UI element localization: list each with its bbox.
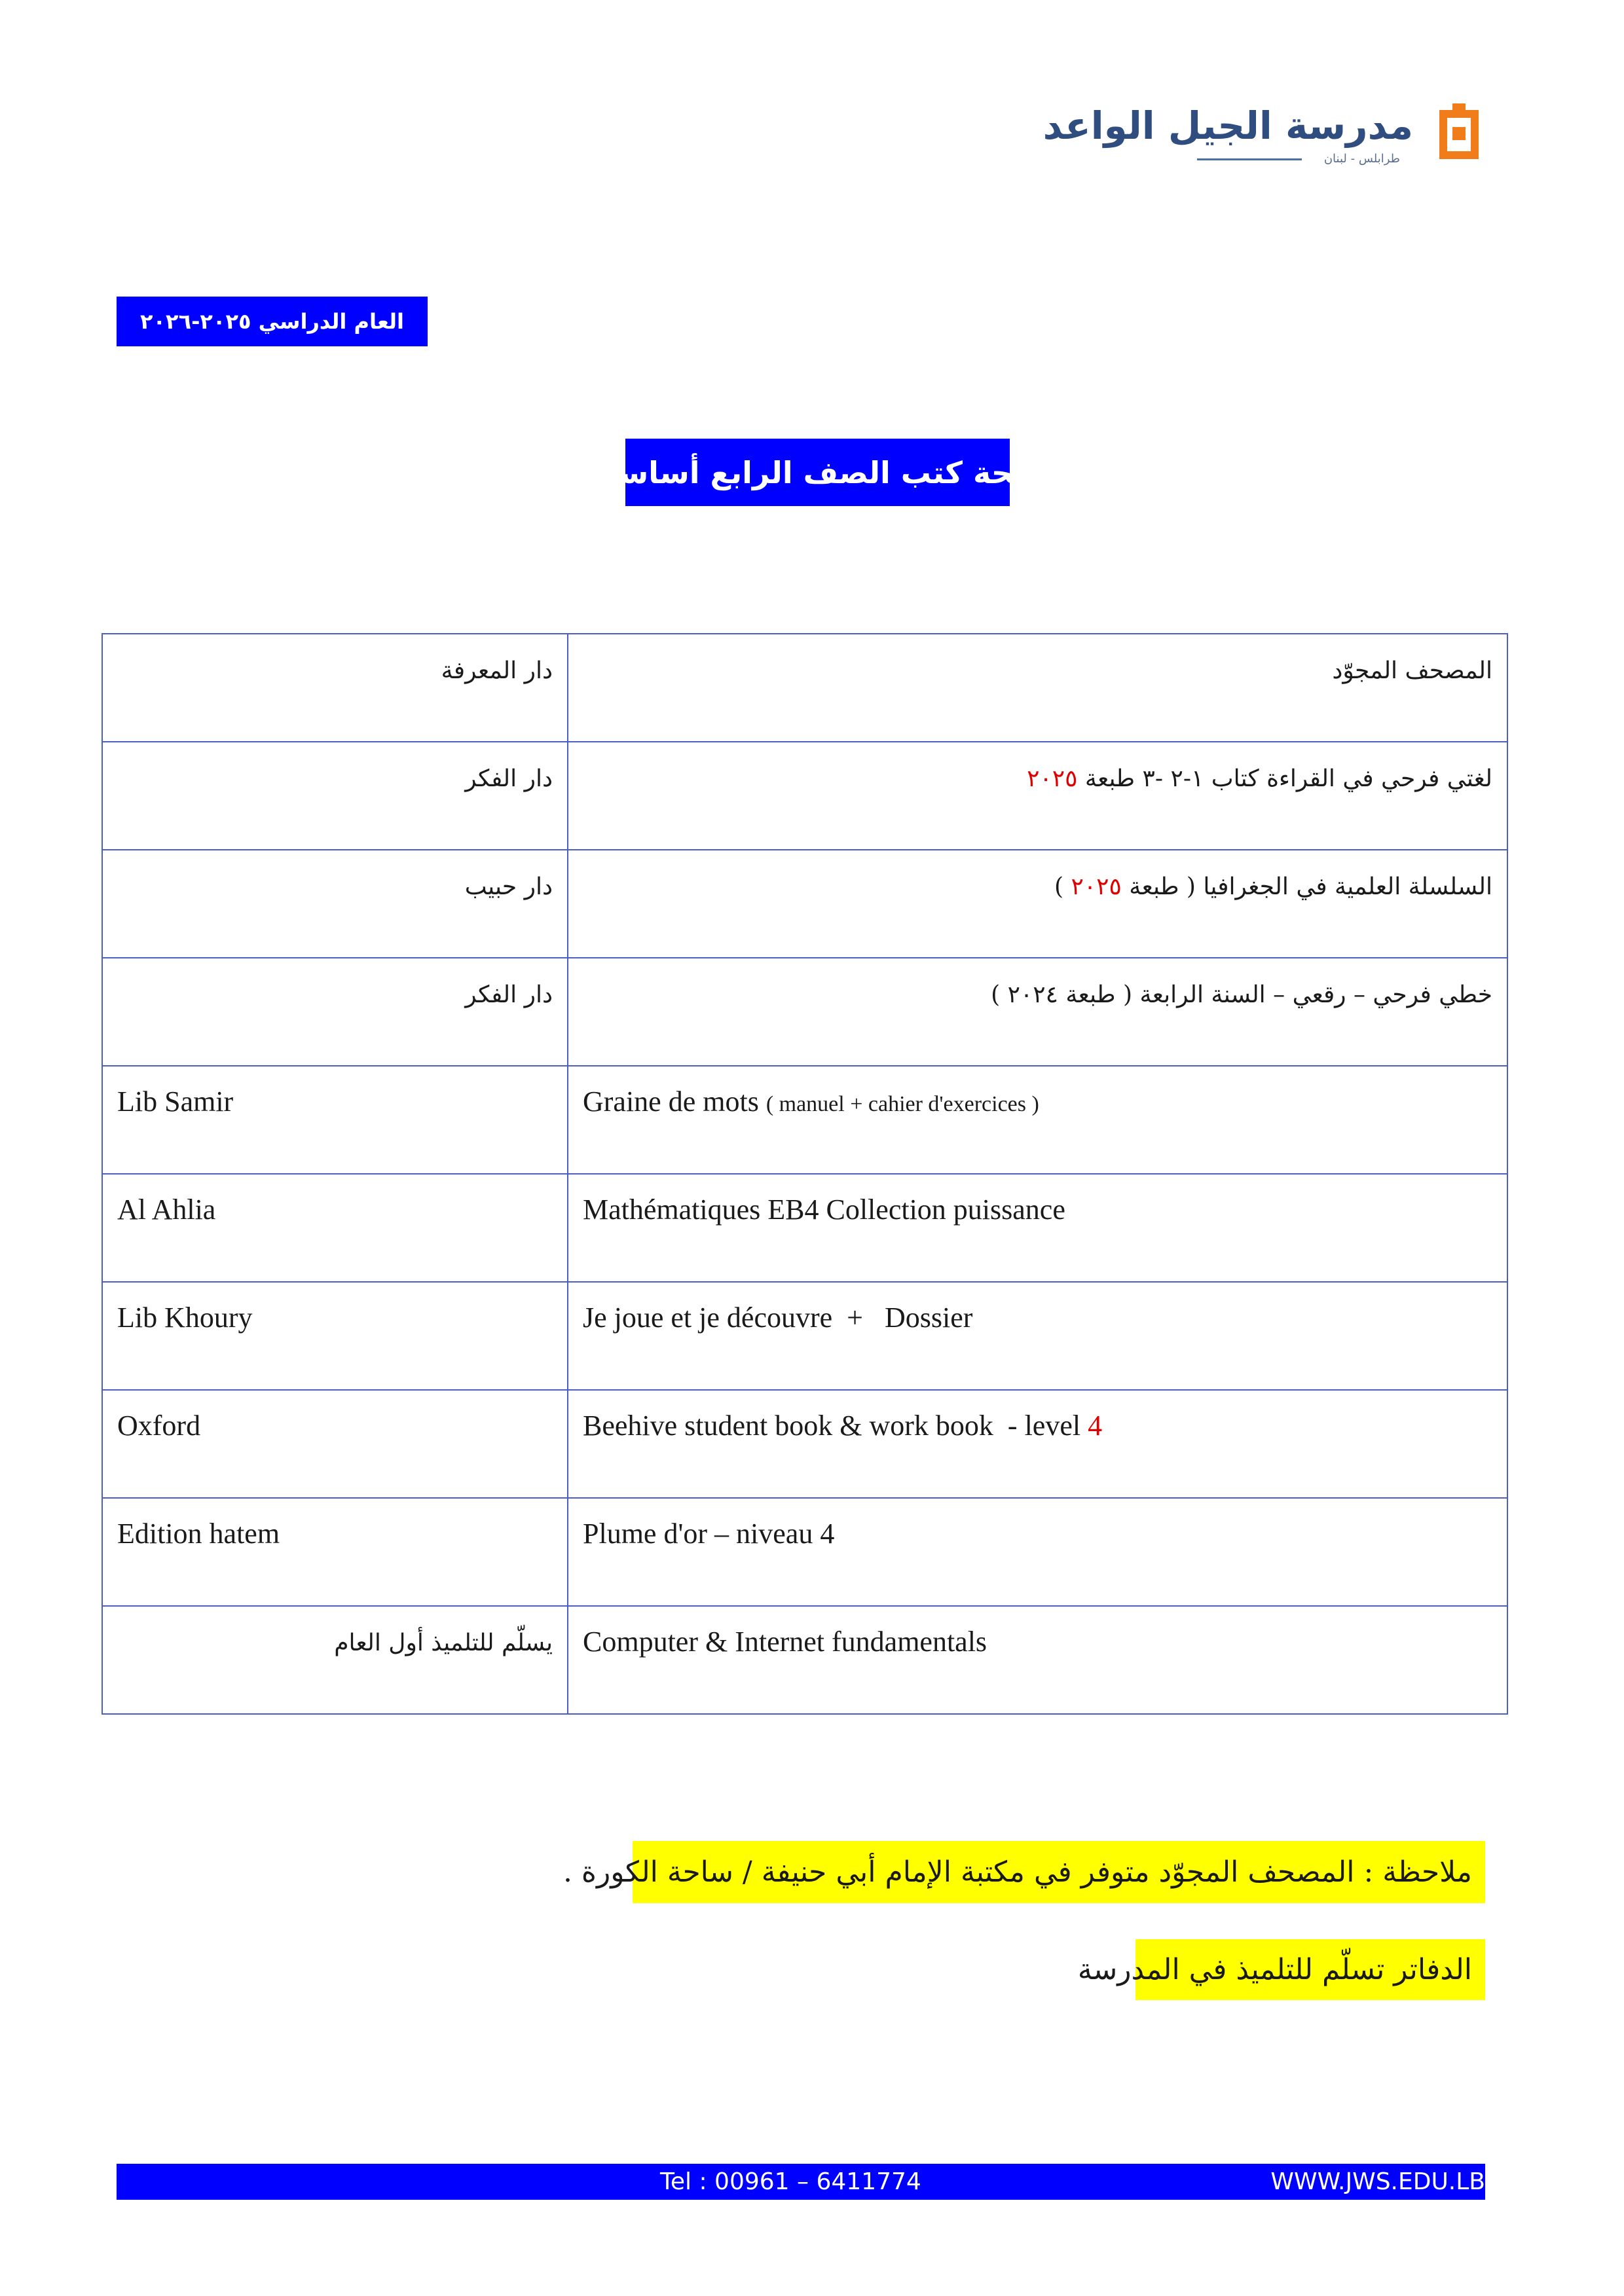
table-row — [102, 742, 1507, 850]
note-notebooks: الدفاتر تسلّم للتلميذ في المدرسة — [1135, 1939, 1485, 2000]
book-title-text: السلسلة العلمية في الجغرافيا ( طبعة — [1121, 873, 1492, 900]
table-row — [102, 850, 1507, 958]
book-title-cell — [568, 1390, 1507, 1498]
book-title-cell — [568, 742, 1507, 850]
edition-year: ٢٠٢٥ — [1071, 873, 1122, 900]
footer-phone: Tel : 00961 – 6411774 — [660, 2168, 921, 2195]
edition-year: ٢٠٢٥ — [1027, 765, 1078, 792]
table-row — [102, 1174, 1507, 1282]
publisher-cell: Edition hatem — [102, 1498, 568, 1606]
publisher-cell: دار المعرفة — [102, 634, 568, 742]
table-row — [102, 958, 1507, 1066]
table-row — [102, 1606, 1507, 1714]
footer-website-link[interactable]: WWW.JWS.EDU.LB — [1270, 2168, 1485, 2195]
academic-year-label: العام الدراسي ٢٠٢٥-٢٠٢٦ — [117, 297, 428, 346]
book-list-table — [101, 633, 1508, 1715]
school-name: مدرسة الجيل الواعد — [1043, 103, 1413, 148]
page-title: لائحة كتب الصف الرابع أساسي — [625, 439, 1010, 506]
footer-bar — [117, 2164, 1485, 2200]
book-title-text: لغتي فرحي في القراءة كتاب ١-٢ -٣ طبعة — [1084, 765, 1492, 792]
book-title-cell — [568, 1066, 1507, 1174]
note-quran-availability: ملاحظة : المصحف المجوّد متوفر في مكتبة الإمام أبي حنيفة / ساحة الكورة . — [633, 1841, 1485, 1903]
table-row — [102, 1282, 1507, 1390]
school-location: طرابلس - لبنان — [1323, 152, 1400, 166]
publisher-cell: Lib Samir — [102, 1066, 568, 1174]
publisher-cell: Oxford — [102, 1390, 568, 1498]
publisher-cell: دار حبيب — [102, 850, 568, 958]
book-title-end: ) — [1054, 873, 1071, 900]
publisher-cell: دار الفكر — [102, 742, 568, 850]
publisher-cell: دار الفكر — [102, 958, 568, 1066]
book-title-cell: المصحف المجوّد — [568, 634, 1507, 742]
publisher-cell: Lib Khoury — [102, 1282, 568, 1390]
level-number: 4 — [1088, 1410, 1103, 1442]
book-title-cell — [568, 850, 1507, 958]
publisher-cell: Al Ahlia — [102, 1174, 568, 1282]
school-emblem-icon — [1433, 103, 1485, 166]
table-row — [102, 1066, 1507, 1174]
table-row — [102, 1498, 1507, 1606]
table-row — [102, 634, 1507, 742]
logo-underline — [1197, 158, 1302, 160]
table-row — [102, 1390, 1507, 1498]
publisher-cell: يسلّم للتلميذ أول العام — [102, 1606, 568, 1714]
book-title-details: ( manuel + cahier d'exercices ) — [766, 1092, 1039, 1116]
school-logo — [1043, 98, 1485, 170]
book-title-cell: Je joue et je découvre + Dossier — [568, 1282, 1507, 1390]
book-title-text: Beehive student book & work book - level — [583, 1410, 1088, 1442]
book-title-cell: Computer & Internet fundamentals — [568, 1606, 1507, 1714]
book-title-cell: Mathématiques EB4 Collection puissance — [568, 1174, 1507, 1282]
book-title-cell: خطي فرحي – رقعي – السنة الرابعة ( طبعة ٢٠٢٤ ) — [568, 958, 1507, 1066]
book-title-text: Graine de mots — [583, 1085, 766, 1118]
book-title-cell: Plume d'or – niveau 4 — [568, 1498, 1507, 1606]
